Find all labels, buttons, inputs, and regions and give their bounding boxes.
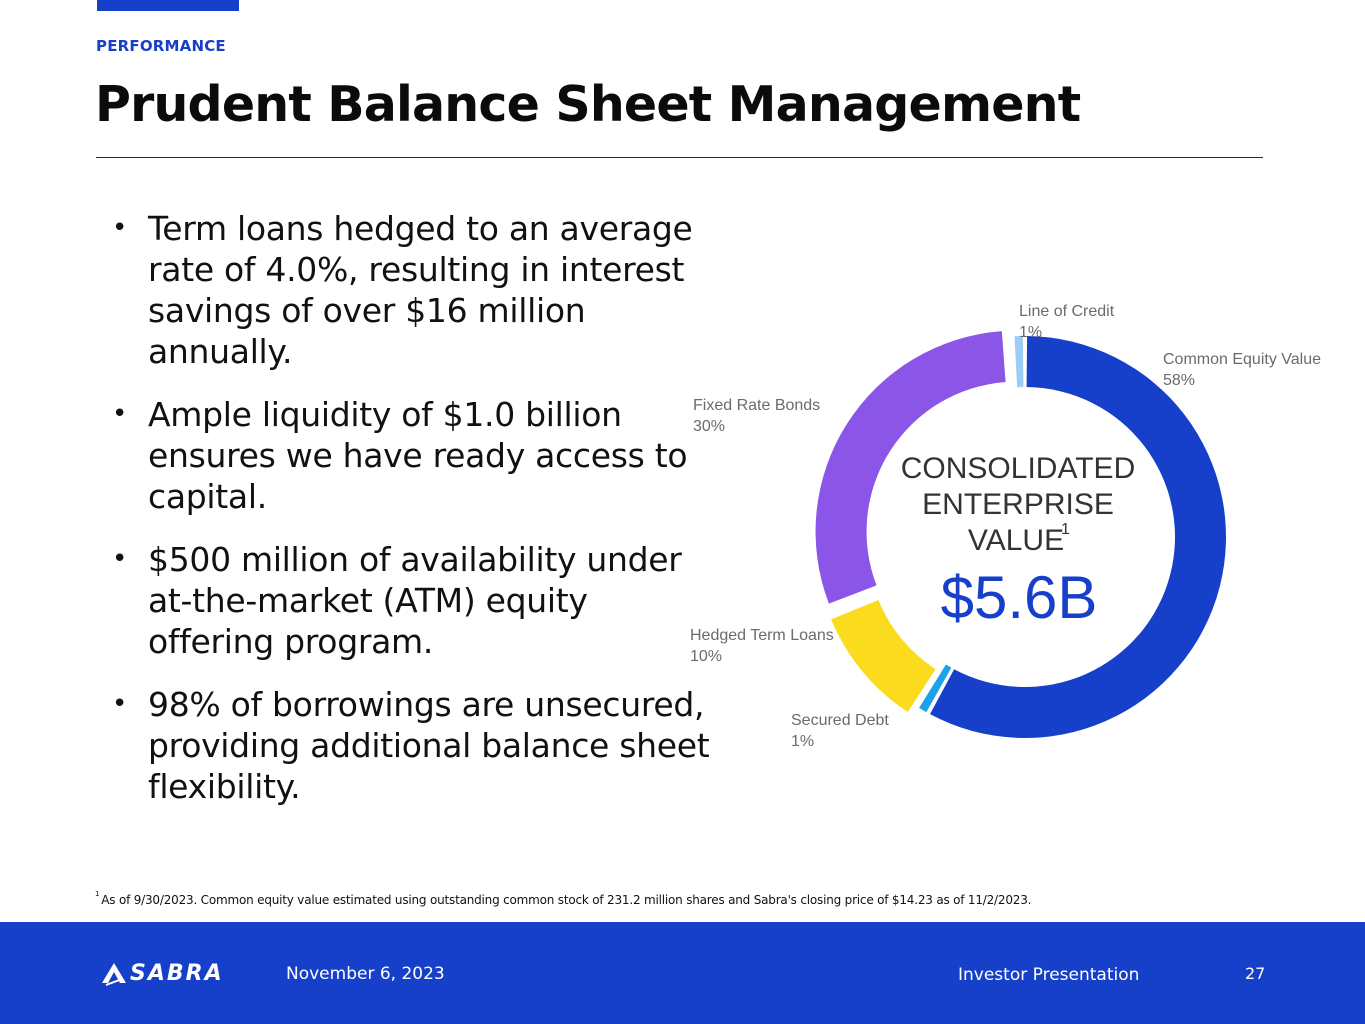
presentation-date: November 6, 2023 [286, 964, 445, 984]
footnote-marker: 1 [95, 890, 100, 898]
footer-bar [0, 922, 1365, 1024]
center-label-line: ENTERPRISE [922, 488, 1114, 521]
logo-text: SABRA [130, 960, 224, 986]
slice-label: Hedged Term Loans [690, 627, 834, 644]
bullet-item: • $500 million of availability under at-the-market (ATM) equity offering program. [112, 539, 712, 662]
bullet-item: • Ample liquidity of $1.0 billion ensures we have ready access to capital. [112, 394, 712, 517]
donut-slice-hedged-term-loans [831, 600, 935, 712]
slice-label: Fixed Rate Bonds [693, 397, 821, 414]
presentation-name: Investor Presentation [958, 965, 1140, 985]
page-number: 27 [1245, 964, 1266, 983]
slice-percent-label: 1% [1019, 324, 1043, 341]
slice-label: Secured Debt [791, 712, 889, 729]
footnote [95, 890, 1032, 907]
center-label-line: VALUE [967, 524, 1065, 557]
donut-slice-line-of-credit [1014, 336, 1023, 387]
footnote-text: As of 9/30/2023. Common equity value estimated using outstanding common stock of 231.2 million shares and Sabra's closing price of $14.23 as of 11/2/2023. [101, 893, 1032, 907]
section-label: PERFORMANCE [96, 37, 226, 55]
center-label-line: CONSOLIDATED [900, 452, 1136, 485]
bullet-item: • Term loans hedged to an average rate of 4.0%, resulting in interest savings of over $16 million annually. [112, 208, 712, 372]
bullet-item: • 98% of borrowings are unsecured, providing additional balance sheet flexibility. [112, 684, 712, 807]
slice-label: Line of Credit [1019, 303, 1115, 320]
slice-percent-label: 30% [693, 418, 726, 435]
slice-percent-label: 1% [791, 733, 815, 750]
slice-label: Common Equity Value [1163, 351, 1321, 368]
center-label-superscript: 1 [1061, 521, 1070, 538]
donut-center-label [901, 452, 1135, 631]
sabra-logo [100, 959, 224, 987]
sabra-logo-icon [100, 959, 128, 987]
center-value: $5.6B [940, 564, 1098, 631]
slice-percent-label: 58% [1163, 372, 1196, 389]
slice-percent-label: 10% [690, 648, 723, 665]
page-title: Prudent Balance Sheet Management [95, 76, 1081, 133]
